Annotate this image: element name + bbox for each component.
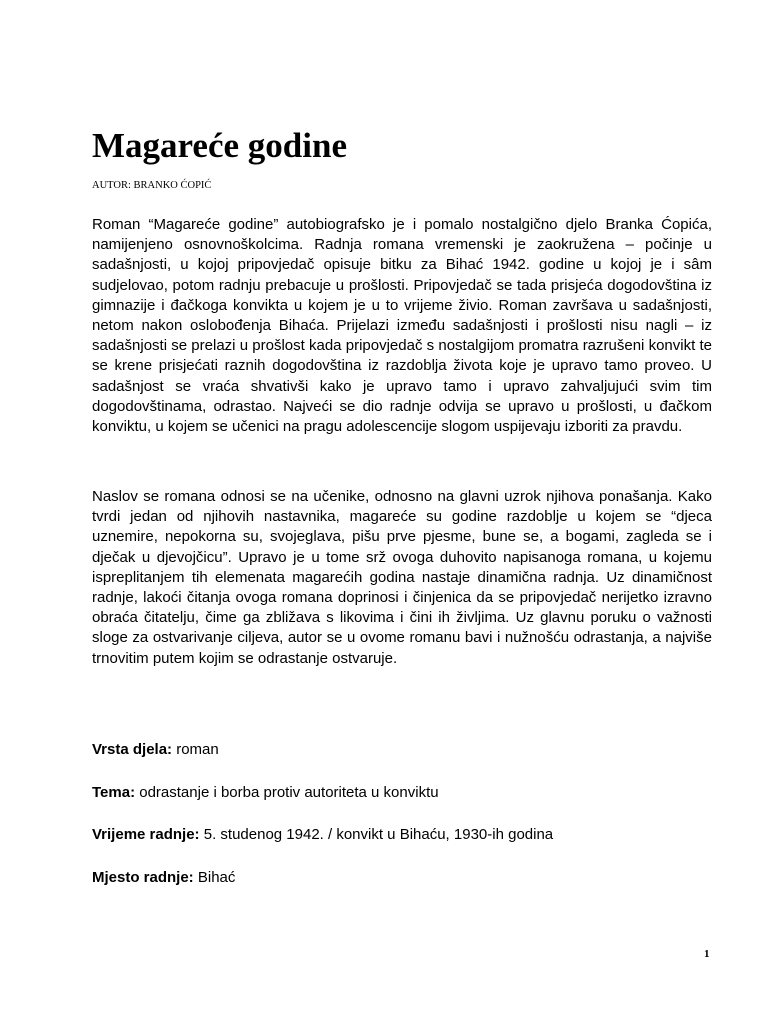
paragraph-title-meaning: Naslov se romana odnosi se na učenike, odnosno na glavni uzrok njihova ponašanja. Kako tvrdi jedan od njihovih nastavnika, magareće su godine razdoblje u kojem se “djeca uznemire, nepokorna su, svojeglava, pišu prve pjesme, bune se, a bogami, zagleda se i dječak u djevojčicu”. Upravo je u tome srž ovoga duhovito napisanoga romana, u kojemu ispreplitanjem tih elemenata magarećih godina nastaje dinamična radnja. Uz dinamičnost radnje, lakoći čitanja ovoga romana doprinosi i činjenica da se pripovjedač nerijetko izravno obraća čitatelju, čime ga zbližava s likovima i čini ih življima. Uz glavnu poruku o važnosti sloge za ostvarivanje ciljeva, autor se u ovome romanu bavi i nužnošću odrastanja, a najviše trnovitim putem kojim se odrastanje ostvaruje. — [92, 488, 712, 667]
fact-time — [92, 825, 553, 845]
paragraph-intro: Roman “Magareće godine” autobiografsko je i pomalo nostalgično djelo Branka Ćopića, namijenjeno osnovnoškolcima. Radnja romana vremenski je zaokružena – počinje u sadašnjosti, u kojoj pripovjedač opisuje bitku za Bihać 1942. godine u kojoj je i sâm sudjelovao, potom radnju prebacuje u prošlosti. Pripovjedač se tada prisjeća dogodovština iz gimnazije i đačkoga konvikta u kojem je u to vrijeme živio. Roman završava u sadašnjosti, netom nakon oslobođenja Bihaća. Prijelazi između sadašnjosti i prošlosti nisu nagli – iz sadašnjosti se prelazi u prošlost kada pripovjedač s nostalgijom promatra razrušeni konvikt te se krene prisjećati raznih dogodovština iz razdoblja života koje je upravo tamo proveo. U sadašnjost se vraća shvativši kako je upravo tamo i upravo zahvaljujući svim tim dogodovštinama, odrastao. Najveći se dio radnje odvija se upravo u prošlosti, u đačkom konviktu, u kojem se učenici na pragu adolescencije slogom uspijevaju izboriti za pravdu. — [92, 216, 712, 436]
fact-value: 5. studenog 1942. / konvikt u Bihaću, 1930-ih godina — [199, 826, 554, 843]
fact-label: Mjesto radnje: — [92, 869, 194, 886]
author-line: AUTOR: BRANKO ĆOPIĆ — [92, 180, 212, 191]
document-title: Magareće godine — [92, 126, 347, 165]
fact-value: roman — [172, 741, 219, 758]
fact-value: odrastanje i borba protiv autoriteta u konviktu — [135, 784, 439, 801]
page-number: 1 — [704, 948, 710, 960]
fact-value: Bihać — [193, 869, 236, 886]
fact-label: Tema: — [92, 784, 136, 801]
fact-label: Vrijeme radnje: — [92, 826, 200, 843]
fact-theme — [92, 783, 439, 803]
fact-label: Vrsta djela: — [92, 741, 173, 758]
fact-place — [92, 868, 235, 888]
fact-genre — [92, 740, 219, 760]
